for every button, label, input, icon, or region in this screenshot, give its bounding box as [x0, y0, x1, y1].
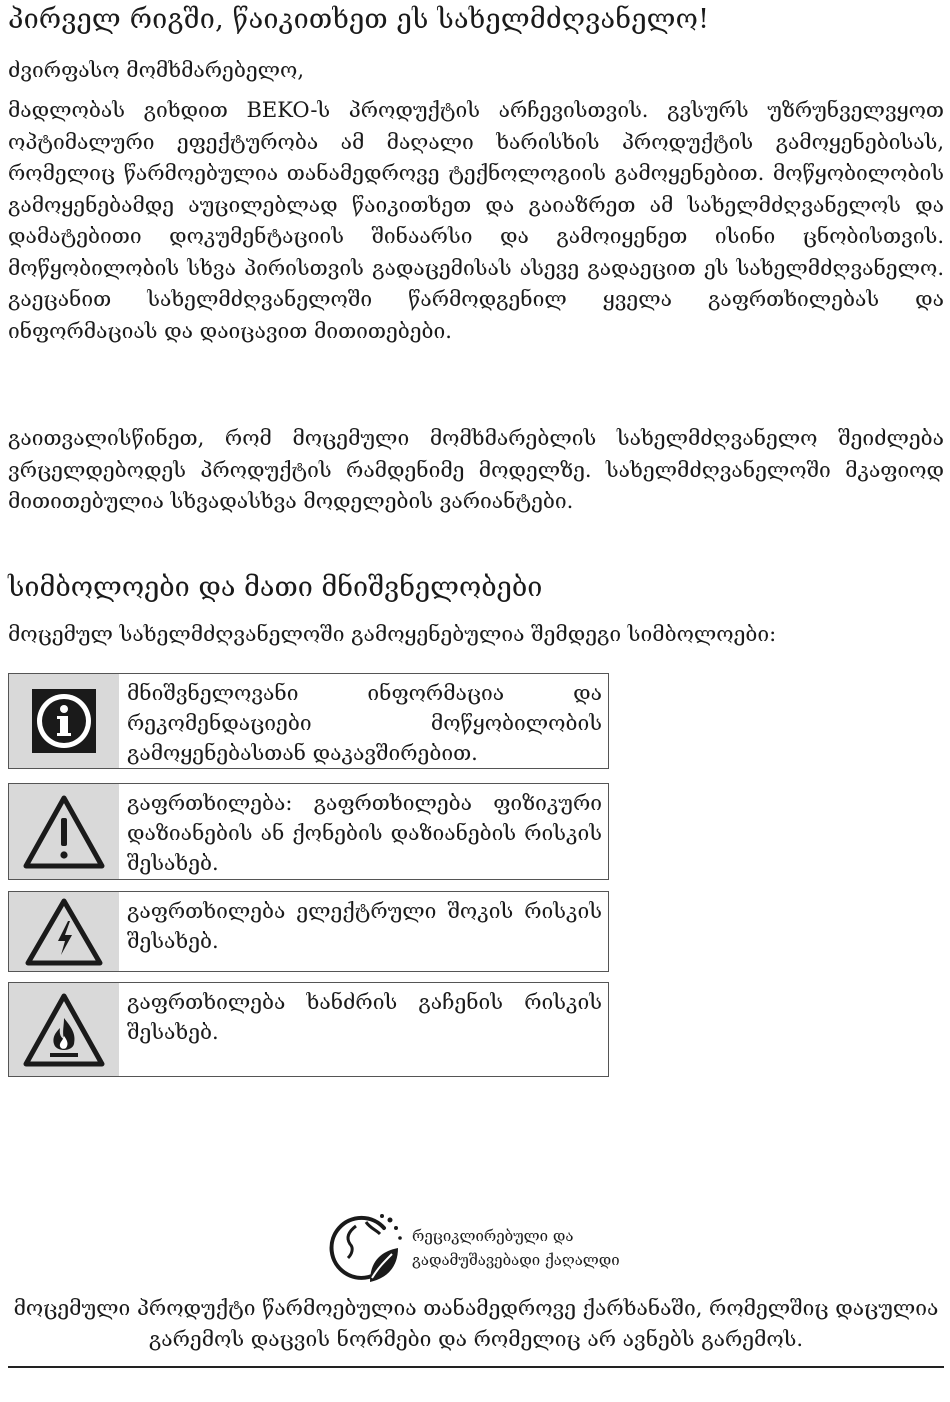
symbols-intro: მოცემულ სახელმძღვანელოში გამოყენებულია შემდეგი სიმბოლოები:: [8, 622, 777, 646]
symbols-heading: სიმბოლოები და მათი მნიშვნელობები: [8, 572, 543, 603]
fire-hazard-icon: [22, 992, 106, 1068]
greeting: ძვირფასო მომხმარებელო,: [8, 58, 304, 82]
page-title: პირველ რიგში, წაიკითხეთ ეს სახელმძღვანელო!: [8, 4, 710, 35]
symbol-icon-cell: [9, 674, 119, 768]
symbol-box-warning: [8, 783, 609, 880]
electric-shock-icon: [24, 897, 104, 967]
symbol-box-electric: [8, 891, 609, 972]
symbol-description: მნიშვნელოვანი ინფორმაცია და რეკომენდაციები მოწყობილობის გამოყენებასთან დაკავშირებით.: [127, 681, 602, 765]
models-note-paragraph: გაითვალისწინეთ, რომ მოცემული მომხმარებლის სახელმძღვანელო შეიძლება ვრცელდებოდეს პროდუქტის რამდენიმე მოდელზე. სახელმძღვანელოში მკაფიოდ მითითებულია სხვადასხვა მოდელების ვარიანტები.: [8, 426, 944, 513]
recycle-label-line1: რეციკლირებული და: [412, 1227, 574, 1245]
symbol-description: გაფრთხილება: გაფრთხილება ფიზიკური დაზიანების ან ქონების დაზიანების რისკის შესახებ.: [127, 791, 602, 875]
symbol-description: გაფრთხილება ელექტრული შოკის რისკის შესახებ.: [127, 899, 602, 953]
symbol-box-info: [8, 673, 609, 769]
divider: [8, 1366, 944, 1368]
environment-statement: მოცემული პროდუქტი წარმოებულია თანამედროვე ქარხანაში, რომელშიც დაცულია გარემოს დაცვის ნორმები და რომელიც არ ავნებს გარემოს.: [13, 1296, 939, 1351]
intro-paragraph: მადლობას გიხდით BEKO-ს პროდუქტის არჩევისთვის. გვსურს უზრუნველვყოთ ოპტიმალური ეფექტურობა ამ მაღალი ხარისხის პროდუქტის გამოყენებისას, რომელიც წარმოებულია თანამედროვე ტექნოლოგიის გამოყენებით. მოწყობილობის გამოყენებამდე აუცილებლად წაიკითხეთ და გაიაზრეთ ამ სახელმძღვანელოს და დამატებითი დოკუმენტაციის შინაარსი და გამოიყენეთ ისინი ცნობისთვის. მოწყობილობის სხვა პირისთვის გადაცემისას ასევე გადაეცით ეს სახელმძღვანელო. გაეცანით სახელმძღვანელოში წარმოდგენილ ყველა გაფრთხილებას და ინფორმაციას და დაიცავით მითითებები.: [8, 98, 944, 343]
recycle-label-line2: გადამუშავებადი ქაღალდი: [412, 1251, 620, 1269]
symbol-description: გაფრთხილება ხანძრის გაჩენის რისკის შესახებ.: [127, 990, 602, 1044]
symbol-icon-cell: [9, 983, 119, 1076]
recycled-paper-badge: [326, 1208, 620, 1288]
recycled-paper-icon: [326, 1208, 406, 1288]
info-icon: [32, 689, 96, 753]
warning-icon: [22, 794, 106, 870]
symbol-icon-cell: [9, 892, 119, 971]
recycle-label: [412, 1224, 620, 1272]
symbol-box-fire: [8, 982, 609, 1077]
symbol-icon-cell: [9, 784, 119, 879]
